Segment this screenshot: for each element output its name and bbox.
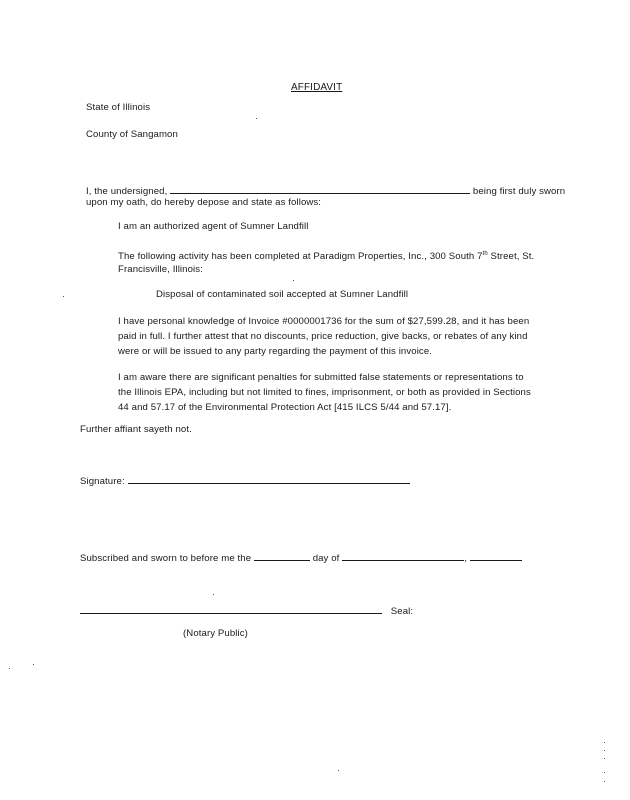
activity-text-start: The following activity has been completed at Paradigm Properties, Inc., 300 South 7 xyxy=(118,251,483,262)
scan-speck xyxy=(33,664,34,665)
penalty-line-2: the Illinois EPA, including but not limited to fines, imprisonment, or both as provided in Sections xyxy=(118,387,531,398)
scan-speck xyxy=(604,750,605,751)
intro-line-1 xyxy=(86,184,565,198)
intro-line-2: upon my oath, do hereby depose and state as follows: xyxy=(86,197,322,208)
notary-label: (Notary Public) xyxy=(183,628,248,639)
invoice-line-3: were or will be issued to any party regarding the payment of this invoice. xyxy=(118,346,433,357)
scan-speck xyxy=(256,118,257,119)
scan-speck xyxy=(293,280,294,281)
penalty-line-1: I am aware there are significant penalties for submitted false statements or representations to xyxy=(118,372,524,383)
signature-label: Signature: xyxy=(80,476,125,487)
subscribed-line xyxy=(80,551,522,565)
penalty-line-3: 44 and 57.17 of the Environmental Protection Act [415 ILCS 5/44 and 57.17]. xyxy=(118,402,452,413)
invoice-line-1: I have personal knowledge of Invoice #0000001736 for the sum of $27,599.28, and it has been xyxy=(118,316,530,327)
activity-line-2: Francisville, Illinois: xyxy=(118,264,203,275)
affiant-name-blank[interactable] xyxy=(170,184,470,194)
agent-statement: I am an authorized agent of Sumner Landfill xyxy=(118,221,309,232)
seal-label: Seal: xyxy=(390,606,414,617)
activity-superscript: th xyxy=(482,250,488,257)
disposal-statement: Disposal of contaminated soil accepted at Sumner Landfill xyxy=(156,289,409,300)
invoice-line-2: paid in full. I further attest that no discounts, price reduction, give backs, or rebates of any kind xyxy=(118,331,528,342)
further-affiant: Further affiant sayeth not. xyxy=(80,424,192,435)
document-title: AFFIDAVIT xyxy=(291,82,343,93)
notary-signature-blank[interactable] xyxy=(80,604,382,614)
subscribed-mid-text: day of xyxy=(312,553,340,564)
activity-text-end: Street, St. xyxy=(487,251,535,262)
month-blank[interactable] xyxy=(342,551,464,561)
scan-speck xyxy=(604,781,605,782)
scan-speck xyxy=(604,758,605,759)
day-blank[interactable] xyxy=(254,551,310,561)
notary-signature-line xyxy=(80,604,413,618)
intro-start-text: I, the undersigned, xyxy=(86,186,168,197)
activity-line-1 xyxy=(118,251,534,263)
scan-speck xyxy=(213,594,214,595)
date-comma: , xyxy=(464,553,467,564)
subscribed-start-text: Subscribed and sworn to before me the xyxy=(80,553,252,564)
state-line: State of Illinois xyxy=(86,102,151,113)
county-line: County of Sangamon xyxy=(86,129,178,140)
scan-speck xyxy=(9,668,10,669)
signature-line xyxy=(80,474,410,488)
scan-speck xyxy=(63,296,64,297)
scan-speck xyxy=(338,770,339,771)
signature-blank[interactable] xyxy=(128,474,410,484)
scan-speck xyxy=(604,772,605,773)
year-blank[interactable] xyxy=(470,551,522,561)
scan-speck xyxy=(604,742,605,743)
intro-end-text: being first duly sworn xyxy=(472,186,566,197)
